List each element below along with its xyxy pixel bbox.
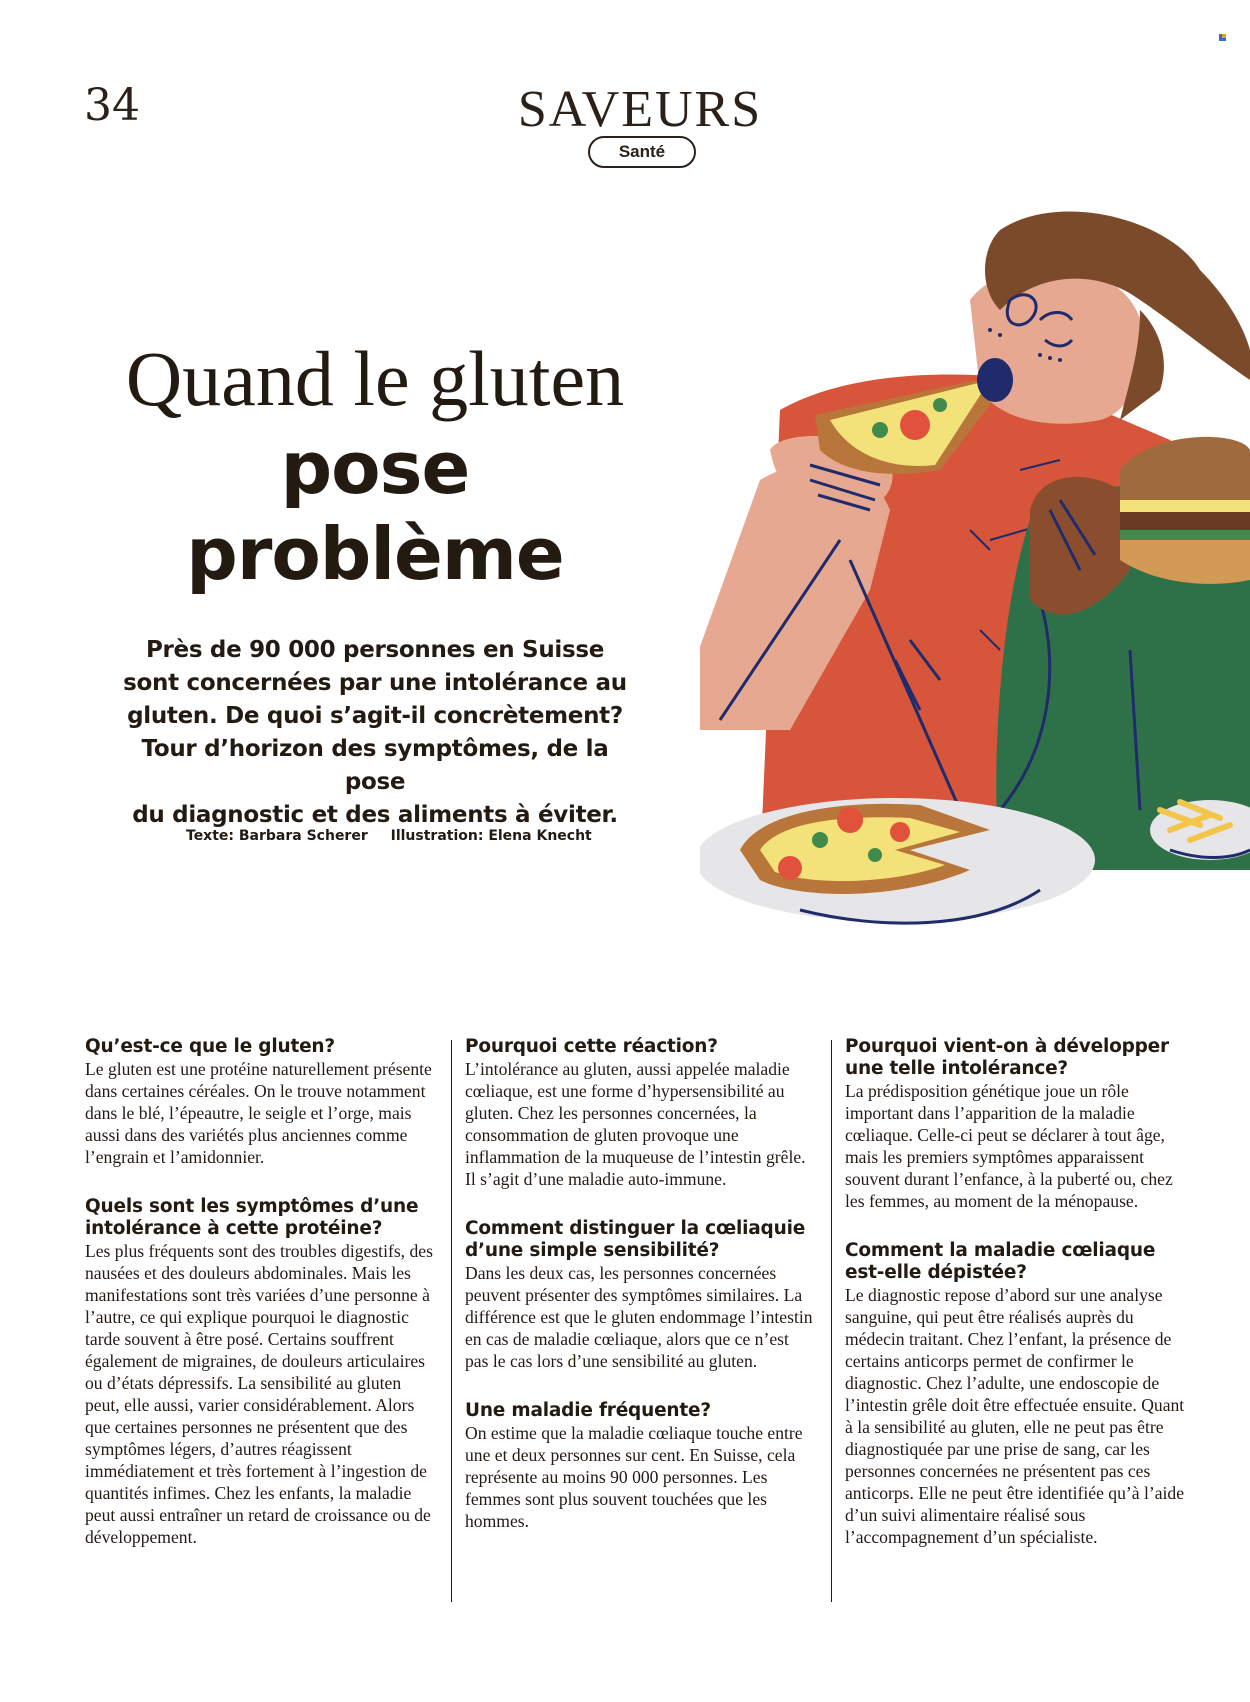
lead-line: du diagnostic et des aliments à éviter. (132, 802, 618, 828)
answer-paragraph: La prédisposition génétique joue un rôle important dans l’apparition de la maladie cœliaque. Celle-ci peut se déclarer à tout âge, mais les premiers symptômes apparaissent souvent durant l’enfance, à la puberté ou, chez les femmes, au moment de la ménopause. (845, 1081, 1173, 1211)
headline-light: Quand le gluten (125, 335, 625, 422)
answer-paragraph: Dans les deux cas, les personnes concernées peuvent présenter des symptômes similaires. La différence est que le gluten endommage l’intestin en cas de maladie cœliaque, alors que ce n’est pas le cas lors d’une sensibilité au gluten. (465, 1263, 813, 1371)
question-heading: Pourquoi vient-on à développer une telle intolérance? (845, 1036, 1169, 1079)
lead-line: sont concernées par une intolérance au (123, 670, 627, 696)
question-heading: Comment distinguer la cœliaquie d’une simple sensibilité? (465, 1218, 806, 1261)
column-divider (451, 1040, 452, 1602)
article-column-3 (845, 1036, 1195, 1576)
question-heading: Qu’est-ce que le gluten? (85, 1036, 335, 1057)
open-mouth (977, 358, 1013, 402)
answer-paragraph: On estime que la maladie cœliaque touche entre une et deux personnes sur cent. En Suisse, cela représente au moins 90 000 personnes. Les femmes sont plus souvent touchées que les hommes. (465, 1423, 803, 1531)
author-credit: Texte: Barbara Scherer (186, 828, 368, 844)
question-heading: Quels sont les symptômes d’une intolérance à cette protéine? (85, 1196, 419, 1239)
credits (186, 828, 610, 844)
answer-paragraph: Le diagnostic repose d’abord sur une analyse sanguine, qui peut être réalisés auprès du médecin traitant. Chez l’enfant, la présence de certains anticorps permet de confirmer le diagnostic. Chez l’adulte, une endoscopie de l’intestin grêle doit être effectuée ensuite. Quant à la sensibilité au gluten, elle ne peut pas être diagnostiquée par une prise de sang, car les personnes concernées ne présentent pas ces anticorps. Elle ne peut être identifiée qu’à l’aide d’un suivi alimentaire réalisé sous l’accompagnement d’un spécialiste. (845, 1285, 1185, 1547)
section-tag: Santé (588, 136, 696, 168)
article-column-1 (85, 1036, 435, 1576)
headline-bold-line-1: pose (280, 426, 470, 510)
page-number: 34 (84, 80, 140, 131)
question-heading: Une maladie fréquente? (465, 1400, 711, 1421)
section-title: SAVEURS (517, 81, 763, 138)
question-heading: Pourquoi cette réaction? (465, 1036, 718, 1057)
lead-line: gluten. De quoi s’agit-il concrètement? (127, 703, 623, 729)
illustration-man-eating-pizza (700, 210, 1250, 980)
headline-bold-line-2: problème (186, 512, 564, 596)
corner-color-mark (1219, 34, 1226, 41)
lead-line: Tour d’horizon des symptômes, de la pose (141, 736, 609, 795)
column-divider (831, 1040, 832, 1602)
illustrator-credit: Illustration: Elena Knecht (390, 828, 592, 844)
article-column-2 (465, 1036, 815, 1560)
answer-paragraph: Les plus fréquents sont des troubles digestifs, des nausées et des douleurs abdominales. Mais les manifestations sont très variées d’une personne à l’autre, ce qui explique pourquoi le diagnostic tarde souvent à être posé. Certains souffrent également de migraines, de douleurs articulaires ou d’états dépressifs. La sensibilité au gluten peut, elle aussi, varier considérablement. Alors que certaines personnes ne présentent que des symptômes légers, d’autres réagissent immédiatement et très fortement à l’ingestion de quantités infimes. Chez les enfants, la maladie peut aussi entraîner un retard de croissance ou de développement. (85, 1241, 433, 1547)
lead-line: Près de 90 000 personnes en Suisse (145, 637, 605, 663)
lead-paragraph (115, 634, 635, 832)
answer-paragraph: Le gluten est une protéine naturellement présente dans certaines céréales. On le trouve notamment dans le blé, l’épeautre, le seigle et l’orge, mais aussi dans des variétés plus anciennes comme l’engrain et l’amidonnier. (85, 1059, 432, 1167)
answer-paragraph: L’intolérance au gluten, aussi appelée maladie cœliaque, est une forme d’hypersensibilité au gluten. Chez les personnes concernées, la consommation de gluten provoque une inflammation de la muqueuse de l’intestin grêle. Il s’agit d’une maladie auto-immune. (465, 1059, 806, 1189)
question-heading: Comment la maladie cœliaque est-elle dépistée? (845, 1240, 1156, 1283)
